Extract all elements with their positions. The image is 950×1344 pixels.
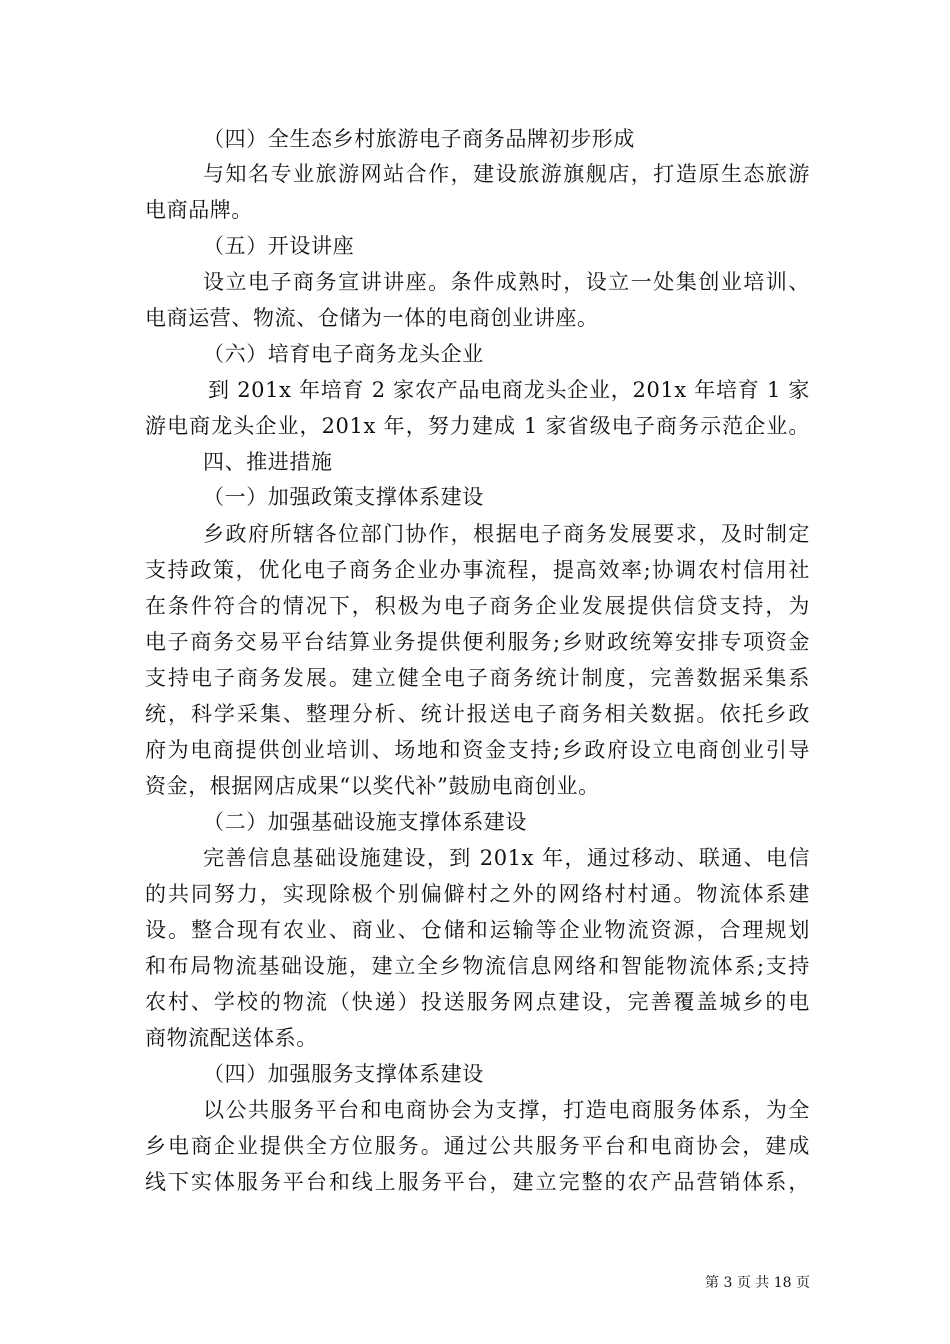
section-heading-2: （二）加强基础设施支撑体系建设 xyxy=(203,810,527,834)
paragraph-line: 完善信息基础设施建设，到 201x 年，通过移动、联通、电信 xyxy=(203,846,810,870)
section-heading-4: （四）全生态乡村旅游电子商务品牌初步形成 xyxy=(203,127,635,151)
paragraph-line: 统，科学采集、整理分析、统计报送电子商务相关数据。依托乡政 xyxy=(145,702,810,726)
page-number: 第 3 页 共 18 页 xyxy=(705,1275,810,1291)
paragraph-line: 电子商务交易平台结算业务提供便利服务;乡财政统筹安排专项资金 xyxy=(145,630,810,654)
paragraph-line: 农村、学校的物流（快递）投送服务网点建设，完善覆盖城乡的电 xyxy=(145,990,810,1014)
paragraph-line: 电商品牌。 xyxy=(145,198,253,222)
paragraph-line: 府为电商提供创业培训、场地和资金支持;乡政府设立电商创业引导 xyxy=(145,738,810,762)
section-heading-6: （六）培育电子商务龙头企业 xyxy=(203,342,484,366)
paragraph-line: 乡电商企业提供全方位服务。通过公共服务平台和电商协会，建成 xyxy=(145,1134,810,1158)
paragraph-line: 的共同努力，实现除极个别偏僻村之外的网络村村通。物流体系建 xyxy=(145,882,810,906)
paragraph-line: 支持政策，优化电子商务企业办事流程，提高效率;协调农村信用社 xyxy=(145,558,810,582)
chapter-heading-4: 四、推进措施 xyxy=(203,450,333,474)
paragraph-line: 商物流配送体系。 xyxy=(145,1026,318,1050)
paragraph-line: 线下实体服务平台和线上服务平台，建立完整的农产品营销体系， xyxy=(145,1170,810,1194)
paragraph-line: 与知名专业旅游网站合作，建设旅游旗舰店，打造原生态旅游 xyxy=(203,162,810,186)
paragraph-line: 支持电子商务发展。建立健全电子商务统计制度，完善数据采集系 xyxy=(145,666,810,690)
section-heading-4b: （四）加强服务支撑体系建设 xyxy=(203,1062,484,1086)
paragraph-line: 到 201x 年培育 2 家农产品电商龙头企业，201x 年培育 1 家 xyxy=(208,378,810,402)
section-heading-1: （一）加强政策支撑体系建设 xyxy=(203,485,484,509)
paragraph-line: 资金，根据网店成果“以奖代补”鼓励电商创业。 xyxy=(145,774,600,798)
paragraph-line: 和布局物流基础设施，建立全乡物流信息网络和智能物流体系;支持 xyxy=(145,954,810,978)
paragraph-line: 电商运营、物流、仓储为一体的电商创业讲座。 xyxy=(145,306,599,330)
paragraph-line: 以公共服务平台和电商协会为支撑，打造电商服务体系，为全 xyxy=(203,1098,810,1122)
paragraph-line: 游电商龙头企业，201x 年，努力建成 1 家省级电子商务示范企业。 xyxy=(145,414,810,438)
paragraph-line: 乡政府所辖各位部门协作，根据电子商务发展要求，及时制定 xyxy=(203,522,810,546)
paragraph-line: 设。整合现有农业、商业、仓储和运输等企业物流资源，合理规划 xyxy=(145,918,810,942)
section-heading-5: （五）开设讲座 xyxy=(203,234,355,258)
paragraph-line: 设立电子商务宣讲讲座。条件成熟时，设立一处集创业培训、 xyxy=(203,270,810,294)
paragraph-line: 在条件符合的情况下，积极为电子商务企业发展提供信贷支持，为 xyxy=(145,594,810,618)
